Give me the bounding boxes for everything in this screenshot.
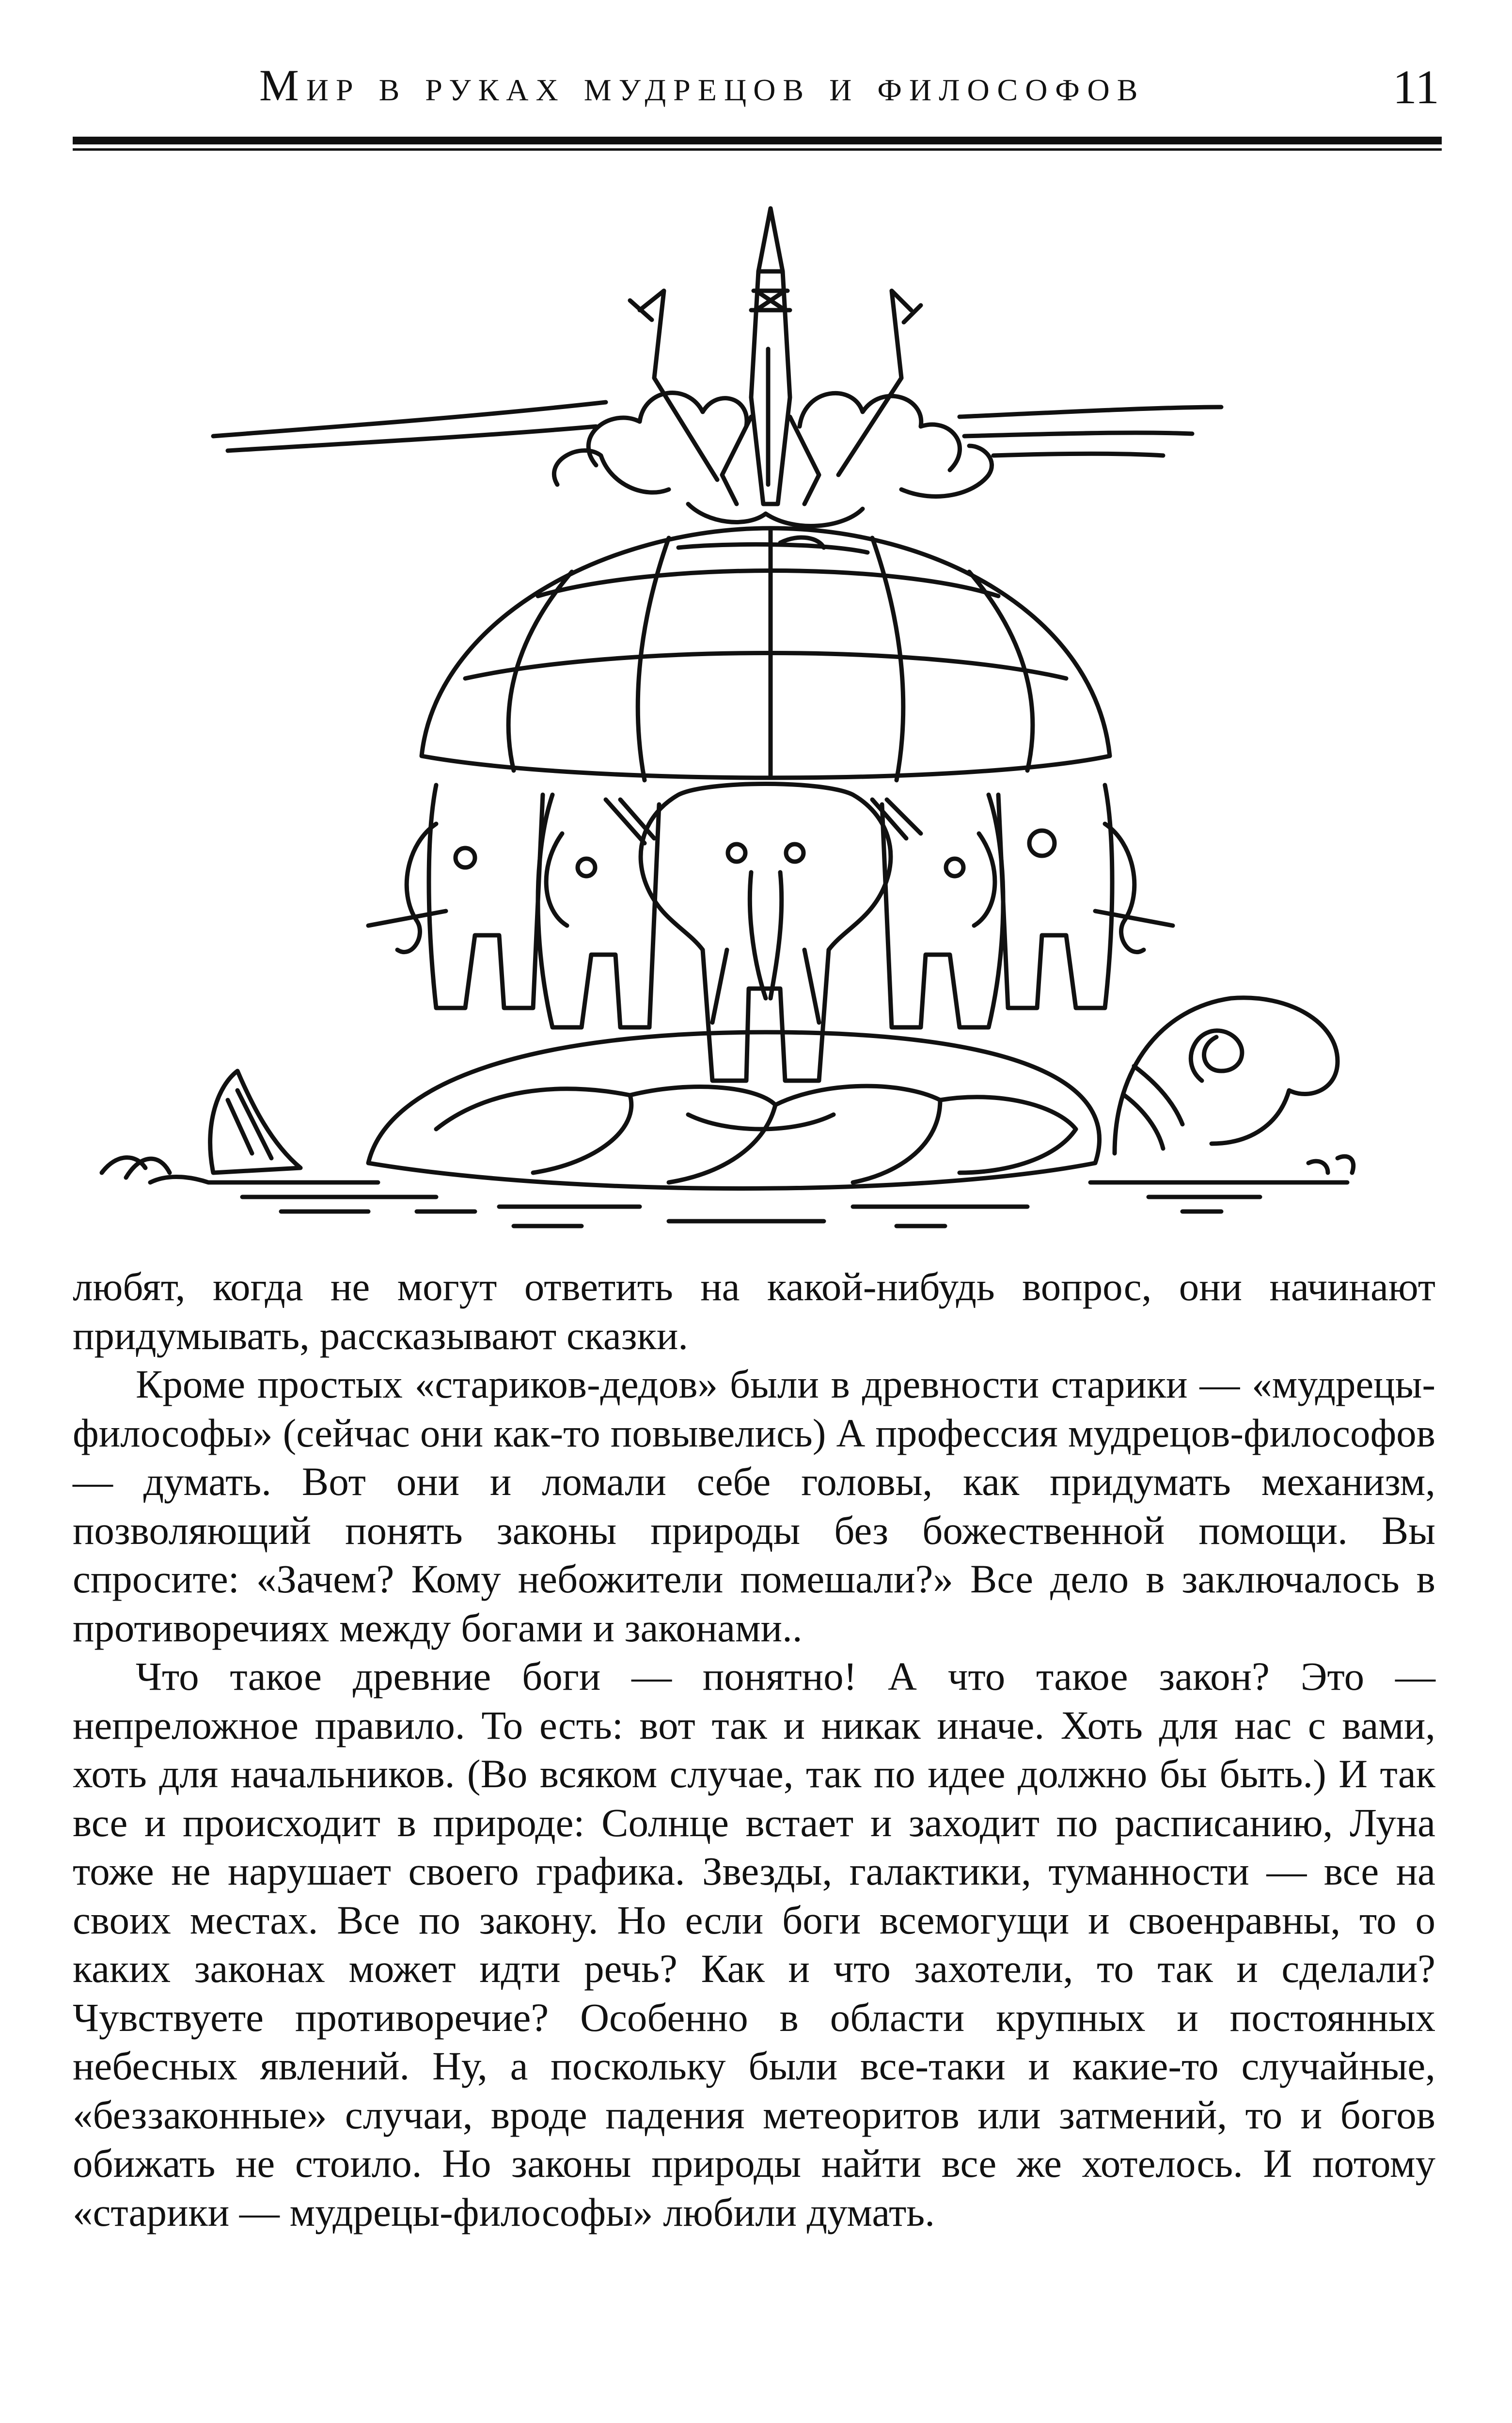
turtle-shell [368, 1032, 1100, 1189]
page-number: 11 [1392, 60, 1439, 114]
paragraph-2: Кроме простых «стариков-дедов» были в древности старики — «мудрецы-философы» (сейчас они как-то повывелись) А профессия мудрецов-философов — думать. Вот они и ломали себе головы, как придумать механизм, позволяющий понять законы природы без божественной помощи. Вы спросите: «Зачем? Кому небожители помешали?» Все дело в заключалось в противоречиях между богами и законами.. [73, 1362, 1435, 1650]
paragraph-3: Что такое древние боги — понятно! А что такое закон? Это — непреложное правило. То есть: вот так и никак иначе. Хоть для нас с вами, хоть для начальников. (Во всяком случае, так по идее должно бы быть.) И так все и происходит в природе: Солнце встает и заходит по расписанию, Луна тоже не нарушает своего графика. Звезды, галактики, туманности — все на своих местах. Все по закону. Но если боги всемогущи и своенравны, то о каких законах может идти речь? Как и что захотели, то так и сделали? Чувствуете противоречие? Особенно в области крупных и постоянных небесных явлений. Ну, а поскольку были все-таки и какие-то случайные, «беззаконные» случаи, вроде падения метеоритов или затмений, то и богов обижать не стоило. Но законы природы найти все же хотелось. И потому «старики — мудрецы-философы» любили думать. [73, 1654, 1435, 2234]
elephants [368, 784, 1173, 1081]
running-title: Мир в руках мудрецов и философов [259, 61, 1145, 110]
rocket [722, 208, 819, 504]
paragraph-1: любят, когда не могут ответить на какой-нибудь вопрос, они начинают придумывать, рассказывают сказки. [73, 1264, 1435, 1358]
body-text [73, 1262, 1435, 2236]
